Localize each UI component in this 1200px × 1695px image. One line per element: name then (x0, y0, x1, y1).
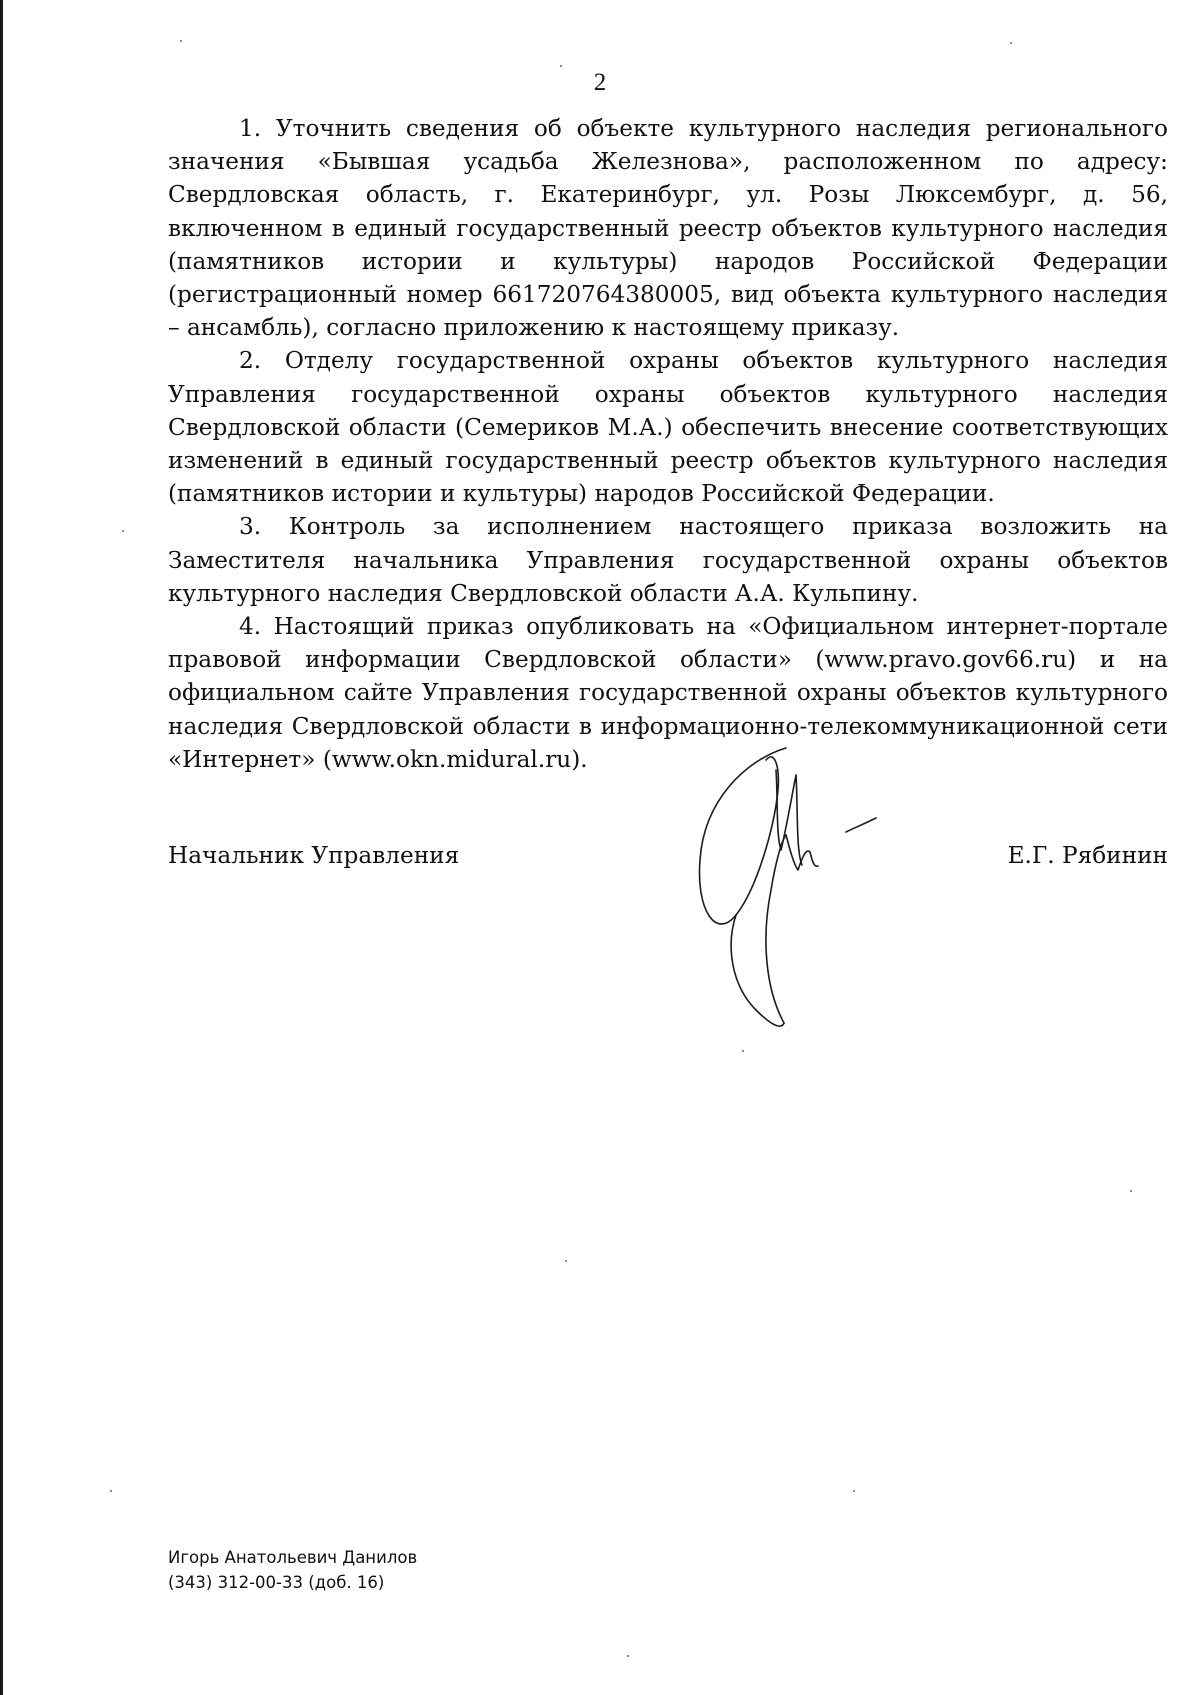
page-number: 2 (593, 69, 607, 96)
scan-speck (565, 1260, 567, 1262)
paragraph-2: 2. Отделу государственной охраны объектов культурного наследия Управления государственной охраны объектов культурного наследия Свердловской области (Семериков М.А.) обеспечить внесение соответствующих изменений в единый государственный реестр объектов культурного наследия (памятников истории и культуры) народов Российской Федерации. (168, 347, 1168, 508)
scan-speck (110, 1490, 112, 1492)
scan-speck (122, 530, 124, 532)
contact-info (168, 1545, 417, 1595)
scan-speck (742, 1050, 744, 1052)
paragraph-4: 4. Настоящий приказ опубликовать на «Официальном интернет-портале правовой информации Свердловской области» (www.pravo.gov66.ru) и на официальном сайте Управления государственной охраны объектов культурного наследия Свердловской области в информационно-телекоммуникационной сети «Интернет» (www.okn.midural.ru). (168, 613, 1168, 773)
scan-speck (1010, 42, 1012, 44)
scan-speck (853, 1490, 855, 1492)
contact-phone: (343) 312-00-33 (доб. 16) (168, 1573, 385, 1592)
paragraph-3: 3. Контроль за исполнением настоящего приказа возложить на Заместителя начальника Управления государственной охраны объектов культурного наследия Свердловской области А.А. Кульпину. (168, 513, 1168, 607)
signer-position: Начальник Управления (168, 842, 460, 869)
scan-speck (180, 40, 182, 42)
scan-speck (627, 1655, 629, 1657)
scan-edge (0, 0, 3, 1695)
order-body (168, 112, 1168, 776)
scan-speck (1130, 1190, 1132, 1192)
scan-speck (560, 65, 562, 67)
handwritten-signature (686, 740, 916, 1040)
signature-block (168, 836, 1168, 876)
paragraph-1: 1. Уточнить сведения об объекте культурного наследия регионального значения «Бывшая усадьба Железнова», расположенном по адресу: Свердловская область, г. Екатеринбург, ул. Розы Люксембург, д. 56, включенном в единый государственный реестр объектов культурного наследия (памятников истории и культуры) народов Российской Федерации (регистрационный номер 661720764380005, вид объекта культурного наследия – ансамбль), согласно приложению к настоящему приказу. (168, 115, 1168, 342)
signer-name: Е.Г. Рябинин (1007, 842, 1168, 869)
contact-name: Игорь Анатольевич Данилов (168, 1548, 418, 1567)
